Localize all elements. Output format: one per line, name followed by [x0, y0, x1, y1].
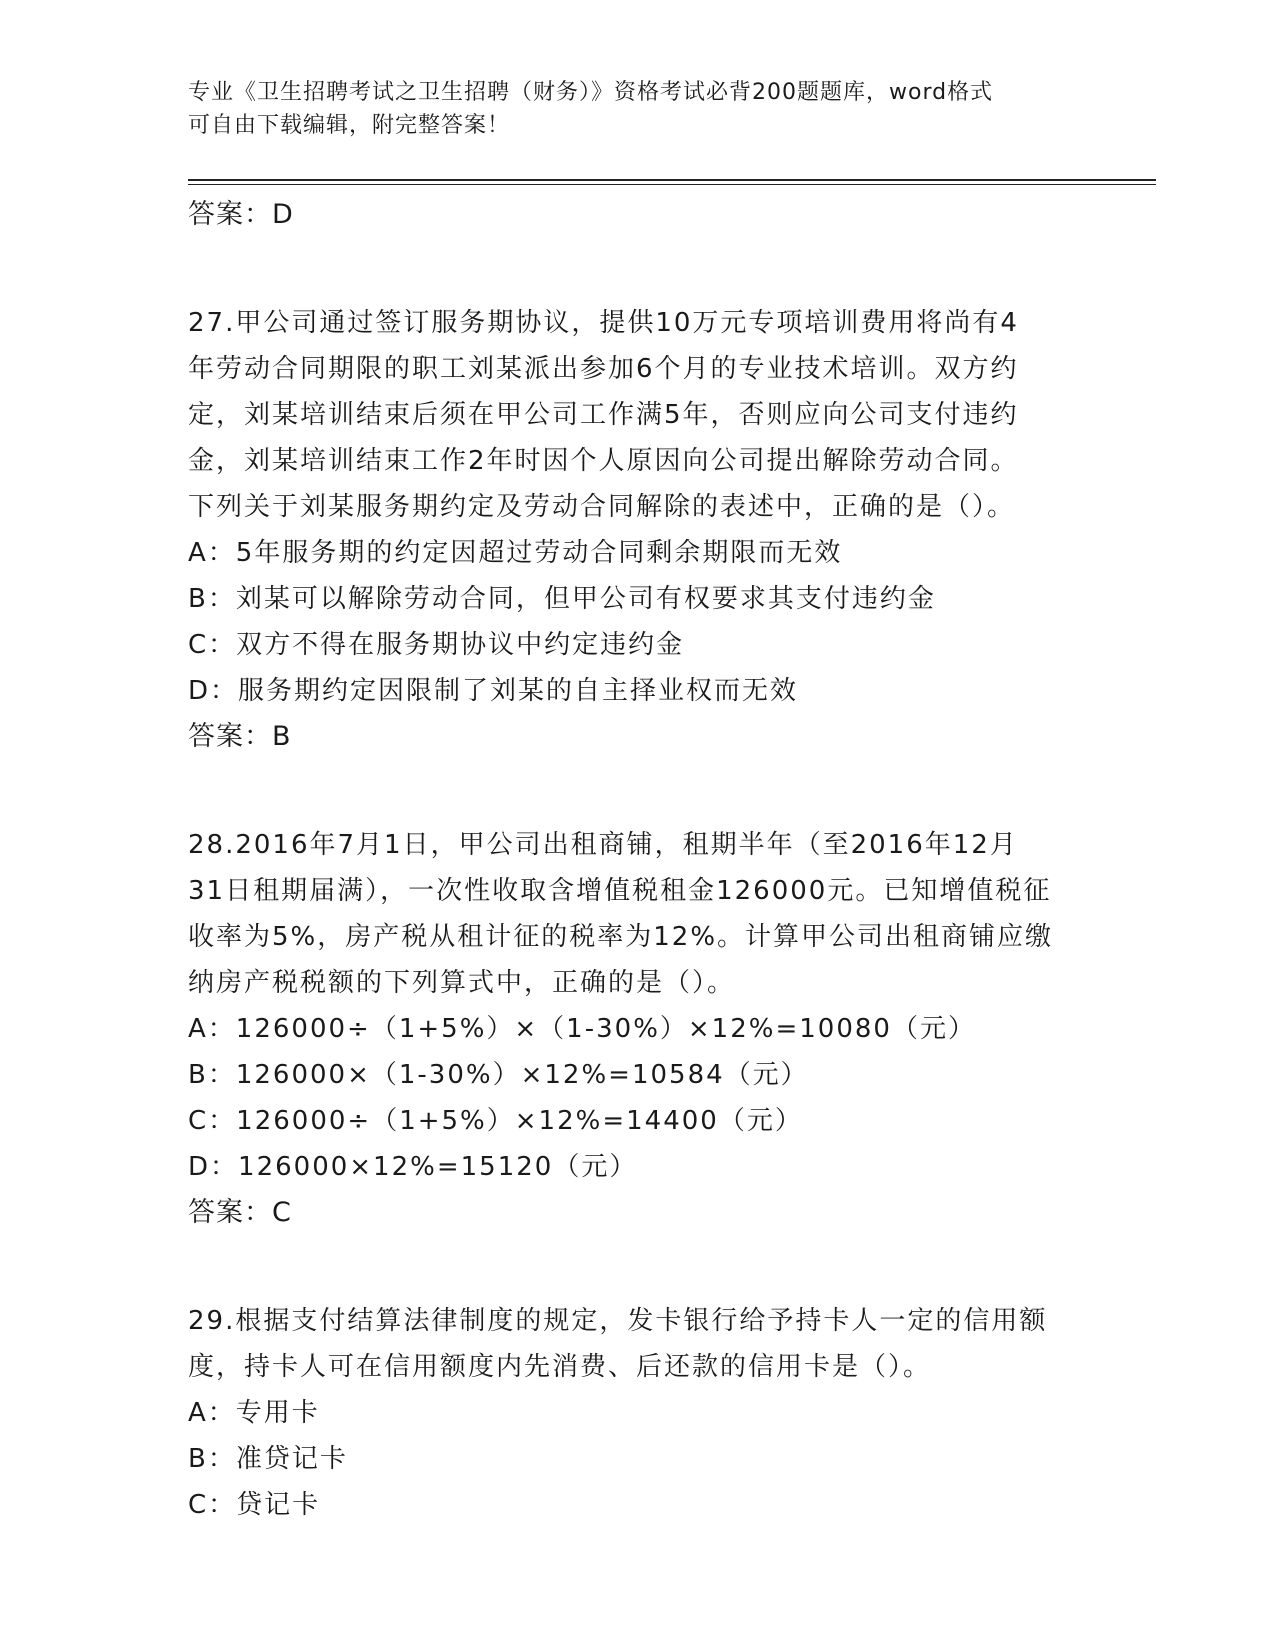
option-c: C：126000÷（1+5%）×12%=14400（元）: [188, 1106, 803, 1136]
question-text-line: 收率为5%，房产税从租计征的税率为12%。计算甲公司出租商铺应缴: [188, 922, 1054, 952]
option-c: C：贷记卡: [188, 1490, 321, 1520]
header-rule-thin: [188, 184, 1156, 185]
option-d: D：126000×12%=15120（元）: [188, 1152, 638, 1182]
option-c: C：双方不得在服务期协议中约定违约金: [188, 630, 685, 660]
spacer: [188, 238, 1088, 300]
question-text-line: 27.甲公司通过签订服务期协议，提供10万元专项培训费用将尚有4: [188, 308, 1019, 338]
question-text-line: 29.根据支付结算法律制度的规定，发卡银行给予持卡人一定的信用额: [188, 1306, 1048, 1336]
question-29: [188, 1298, 1088, 1528]
option-a: A：5年服务期的约定因超过劳动合同剩余期限而无效: [188, 538, 843, 568]
question-text-line: 金，刘某培训结束工作2年时因个人原因向公司提出解除劳动合同。: [188, 446, 1019, 476]
header-line-1: 专业《卫生招聘考试之卫生招聘（财务）》资格考试必背200题题库，word格式: [188, 80, 994, 105]
question-28: [188, 822, 1088, 1236]
spacer: [188, 1236, 1088, 1298]
question-text-line: 年劳动合同期限的职工刘某派出参加6个月的专业技术培训。双方约: [188, 354, 1019, 384]
document-header: [188, 76, 1088, 142]
question-text-line: 纳房产税税额的下列算式中，正确的是（）。: [188, 968, 736, 998]
answer: 答案：B: [188, 721, 292, 752]
option-a: A：专用卡: [188, 1398, 320, 1428]
answer: 答案：C: [188, 1197, 292, 1228]
question-text-line: 度，持卡人可在信用额度内先消费、后还款的信用卡是（）。: [188, 1352, 932, 1382]
question-27: [188, 300, 1088, 760]
header-line-2: 可自由下载编辑，附完整答案！: [188, 113, 511, 138]
option-b: B：126000×（1-30%）×12%=10584（元）: [188, 1060, 809, 1090]
option-d: D：服务期约定因限制了刘某的自主择业权而无效: [188, 676, 799, 706]
question-text-line: 28.2016年7月1日，甲公司出租商铺，租期半年（至2016年12月: [188, 830, 1018, 860]
option-a: A：126000÷（1+5%）×（1-30%）×12%=10080（元）: [188, 1014, 976, 1044]
spacer: [188, 760, 1088, 822]
option-b: B：准贷记卡: [188, 1444, 348, 1474]
question-text-line: 定，刘某培训结束后须在甲公司工作满5年，否则应向公司支付违约: [188, 400, 1019, 430]
header-rule-thick: [188, 179, 1156, 181]
question-text-line: 31日租期届满），一次性收取含增值税租金126000元。已知增值税征: [188, 876, 1052, 906]
document-body: [188, 192, 1088, 1528]
question-text-line: 下列关于刘某服务期约定及劳动合同解除的表述中，正确的是（）。: [188, 492, 1016, 522]
previous-answer: 答案：D: [188, 199, 294, 230]
option-b: B：刘某可以解除劳动合同，但甲公司有权要求其支付违约金: [188, 584, 936, 614]
